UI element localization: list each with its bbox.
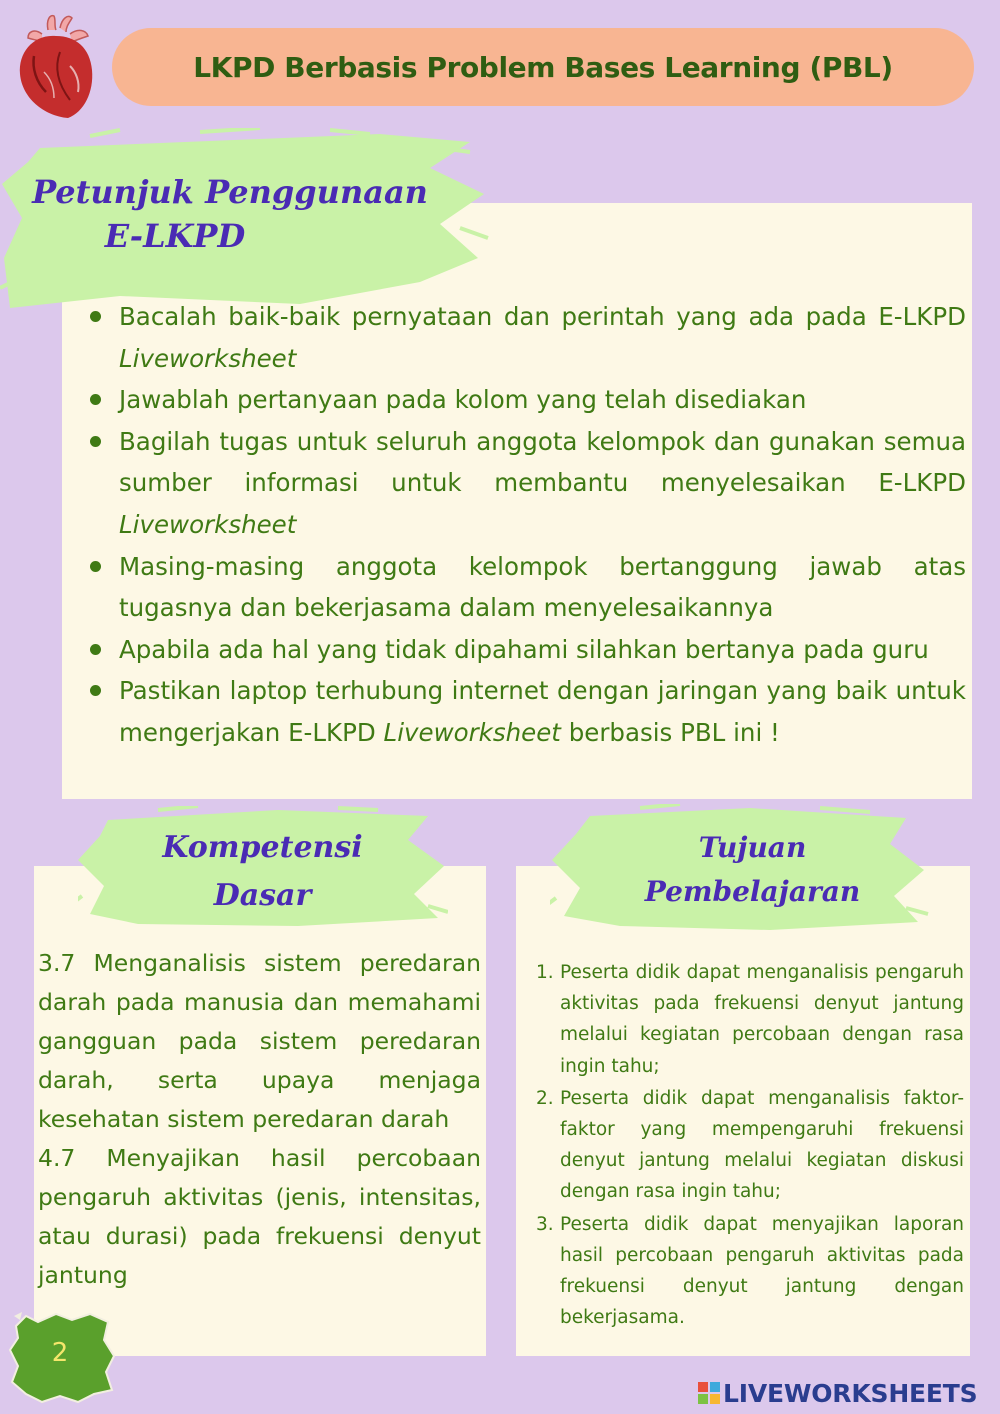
heart-icon bbox=[14, 12, 98, 122]
instructions-heading bbox=[20, 170, 440, 258]
tujuan-heading-line2: Pembelajaran bbox=[644, 875, 861, 908]
list-item: Masing-masing anggota kelompok bertanggung jawab atas tugasnya dan bekerjasama dalam menyelesaikannya bbox=[86, 546, 966, 629]
title-banner bbox=[112, 28, 974, 106]
list-item: 3. Peserta didik dapat menyajikan laporan hasil percobaan pengaruh aktivitas pada frekuensi denyut jantung dengan bekerjasama. bbox=[536, 1213, 964, 1329]
list-item: 2. Peserta didik dapat menganalisis faktor-faktor yang mempengaruhi frekuensi denyut jantung melalui kegiatan diskusi dengan rasa ingin tahu; bbox=[536, 1087, 964, 1203]
kompetensi-heading-line1: Kompetensi bbox=[162, 830, 363, 865]
kompetensi-paragraph: 4.7 Menyajikan hasil percobaan pengaruh aktivitas (jenis, intensitas, atau durasi) pada frekuensi denyut jantung bbox=[38, 1144, 481, 1289]
page-number: 2 bbox=[51, 1338, 69, 1368]
list-item: 1. Peserta didik dapat menganalisis pengaruh aktivitas pada frekuensi denyut jantung melalui kegiatan percobaan dengan rasa ingin tahu; bbox=[536, 962, 964, 1077]
list-item: Apabila ada hal yang tidak dipahami silahkan bertanya pada guru bbox=[86, 629, 966, 671]
kompetensi-heading-line2: Dasar bbox=[213, 878, 312, 913]
list-item: Bagilah tugas untuk seluruh anggota kelompok dan gunakan semua sumber informasi untuk membantu menyelesaikan E-LKPD Liveworksheet bbox=[86, 421, 966, 546]
kompetensi-heading bbox=[130, 824, 395, 920]
page-title: LKPD Berbasis Problem Bases Learning (PBL) bbox=[193, 50, 893, 84]
tujuan-list bbox=[536, 957, 964, 1334]
kompetensi-text bbox=[38, 944, 481, 1295]
logo-text: LIVEWORKSHEETS bbox=[723, 1378, 978, 1408]
tujuan-heading-line1: Tujuan bbox=[698, 831, 807, 864]
liveworksheets-logo bbox=[698, 1376, 977, 1410]
list-item: Jawablah pertanyaan pada kolom yang telah disediakan bbox=[86, 379, 966, 421]
tujuan-heading bbox=[605, 826, 900, 914]
logo-mark-icon bbox=[698, 1382, 720, 1404]
kompetensi-paragraph: 3.7 Menganalisis sistem peredaran darah pada manusia dan memahami gangguan pada sistem peredaran darah, serta upaya menjaga kesehatan sistem peredaran darah bbox=[38, 949, 481, 1133]
instructions-list bbox=[86, 296, 966, 754]
list-item: Bacalah baik-baik pernyataan dan perintah yang ada pada E-LKPD Liveworksheet bbox=[86, 296, 966, 379]
instructions-heading-line1: Petunjuk Penggunaan bbox=[32, 173, 428, 211]
instructions-heading-line2: E-LKPD bbox=[104, 217, 246, 256]
list-item: Pastikan laptop terhubung internet dengan jaringan yang baik untuk mengerjakan E-LKPD Liveworksheet berbasis PBL ini ! bbox=[86, 670, 966, 753]
